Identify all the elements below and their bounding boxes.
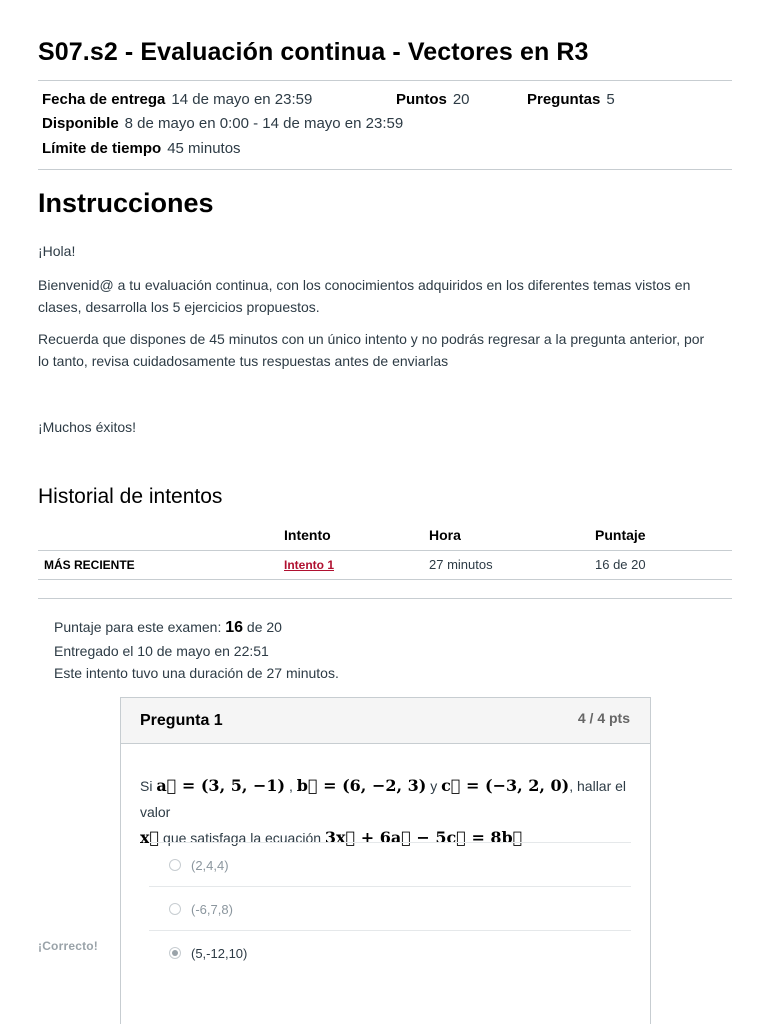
vector-a: a⃗ = (3, 5, −1) xyxy=(156,776,286,795)
correct-feedback: ¡Correcto! xyxy=(38,939,99,953)
answer-label: (2,4,4) xyxy=(191,858,229,873)
answer-option[interactable] xyxy=(149,930,631,974)
attempt-history-table xyxy=(38,520,732,580)
radio-button-selected[interactable] xyxy=(169,947,181,959)
question-text-part: y xyxy=(430,778,438,794)
instructions-paragraph: Bienvenid@ a tu evaluación continua, con los conocimientos adquiridos en los diferentes temas vistos en clases, desarrolla los 5 ejercicios propuestos. xyxy=(38,277,691,315)
divider xyxy=(38,169,732,170)
question-text-part: que satisfaga la ecuación xyxy=(163,830,322,846)
column-header: Intento xyxy=(284,520,429,550)
instructions-heading: Instrucciones xyxy=(38,188,214,218)
question-text xyxy=(140,773,640,851)
attempt-cell xyxy=(284,550,429,579)
score-suffix: de 20 xyxy=(246,619,282,635)
attempt-link[interactable]: Intento 1 xyxy=(284,558,334,572)
answer-option[interactable] xyxy=(149,842,631,886)
vector-x: x⃗ xyxy=(140,828,160,847)
questions-label: Preguntas xyxy=(527,91,601,108)
instructions-closing: ¡Muchos éxitos! xyxy=(38,419,137,435)
questions-count xyxy=(527,91,615,108)
question-text-part: Si xyxy=(140,778,153,794)
question-text-part: , hallar el valor xyxy=(140,778,627,820)
submitted-date: Entregado el 10 de mayo en 22:51 xyxy=(54,643,269,659)
due-label: Fecha de entrega xyxy=(42,91,166,108)
answer-label: (-6,7,8) xyxy=(191,902,233,917)
available-value: 8 de mayo en 0:00 - 14 de mayo en 23:59 xyxy=(124,115,404,132)
question-card xyxy=(120,697,651,1024)
time-limit-label: Límite de tiempo xyxy=(42,140,162,157)
question-header xyxy=(121,698,650,744)
attempt-score: 16 de 20 xyxy=(595,550,732,579)
instructions-greeting: ¡Hola! xyxy=(38,243,76,259)
score-value: 16 xyxy=(225,619,244,636)
points xyxy=(396,91,470,108)
points-label: Puntos xyxy=(396,91,447,108)
due-value: 14 de mayo en 23:59 xyxy=(171,91,313,108)
due-date xyxy=(42,91,312,108)
available-label: Disponible xyxy=(42,115,119,132)
divider xyxy=(38,80,732,81)
column-header xyxy=(38,520,284,550)
column-header: Puntaje xyxy=(595,520,732,550)
question-points: 4 / 4 pts xyxy=(577,710,630,726)
attempt-time: 27 minutos xyxy=(429,550,595,579)
radio-button[interactable] xyxy=(169,903,181,915)
attempt-recent-label: MÁS RECIENTE xyxy=(38,550,284,579)
history-heading: Historial de intentos xyxy=(38,485,223,508)
instructions-paragraph: Recuerda que dispones de 45 minutos con un único intento y no podrás regresar a la pregunta anterior, por lo tanto, revisa cuidadosamente tus respuestas antes de enviarlas xyxy=(38,331,705,369)
questions-value: 5 xyxy=(606,91,615,108)
table-header-row xyxy=(38,520,732,550)
page-title: S07.s2 - Evaluación continua - Vectores en R3 xyxy=(38,38,589,66)
time-limit xyxy=(42,140,241,157)
vector-b: b⃗ = (6, −2, 3) xyxy=(296,776,427,795)
answer-label: (5,-12,10) xyxy=(191,946,248,961)
question-title: Pregunta 1 xyxy=(140,712,223,729)
equation: 3x⃗ + 6a⃗ − 5c⃗ = 8b⃗ xyxy=(324,828,523,847)
time-limit-value: 45 minutos xyxy=(167,140,241,157)
available-window xyxy=(42,115,403,132)
table-row xyxy=(38,550,732,579)
column-header: Hora xyxy=(429,520,595,550)
radio-button[interactable] xyxy=(169,859,181,871)
score-prefix: Puntaje para este examen: xyxy=(54,619,222,635)
question-text-part: , xyxy=(288,778,293,794)
exam-score xyxy=(54,619,282,637)
vector-c: c⃗ = (−3, 2, 0) xyxy=(441,776,570,795)
points-value: 20 xyxy=(452,91,470,108)
answer-option[interactable] xyxy=(149,886,631,930)
divider xyxy=(38,598,732,599)
attempt-duration: Este intento tuvo una duración de 27 minutos. xyxy=(54,665,339,681)
